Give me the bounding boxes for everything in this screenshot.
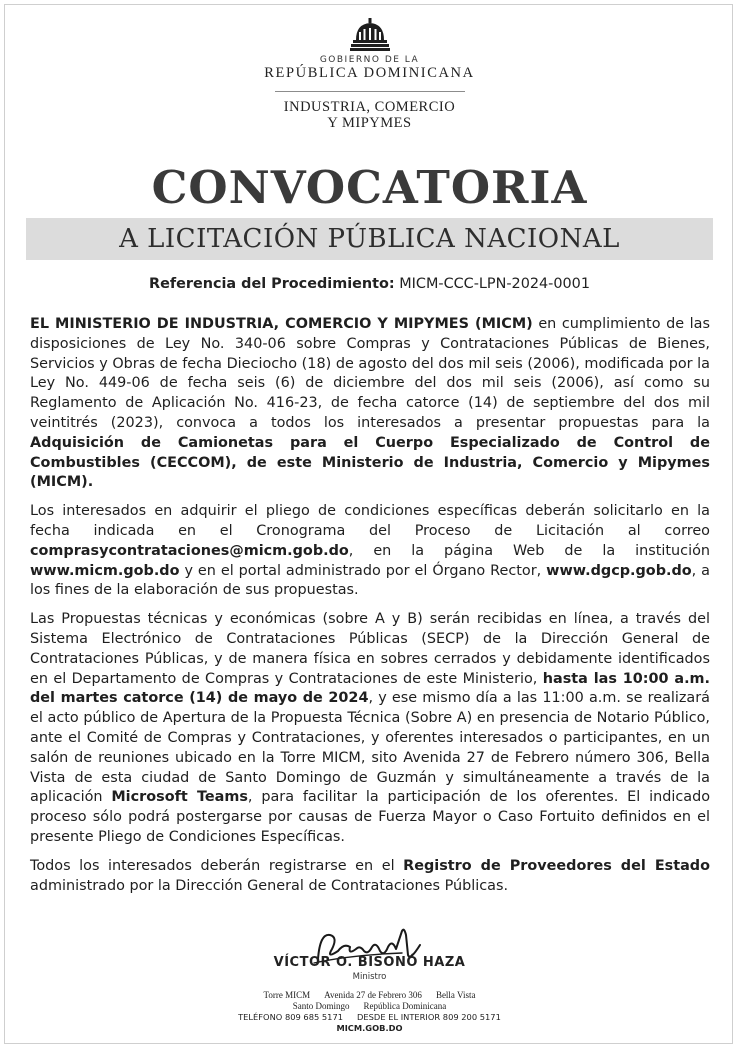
footer-phone-interior: DESDE EL INTERIOR 809 200 5171 xyxy=(357,1012,501,1022)
footer-website[interactable]: MICM.GOB.DO xyxy=(336,1023,403,1033)
paragraph3-text-2: , y ese mismo día a las 11:00 a.m. se realizará el acto público de Apertura de la Propuesta Técnica (Sobre A) en presencia de Notario Público, ante el Comité de Compras y Contrataciones, y oferentes interesados o participantes, en un salón de reuniones ubicado en la Torre MICM, sito Avenida 27 de Febrero número 306, Bella Vista de esta ciudad de Santo Domingo de Guzmán y simultáneamente a través de la aplicación xyxy=(30,690,710,806)
paragraph2-text-2: , en la página Web de la institución xyxy=(348,542,710,559)
page-title: CONVOCATORIA xyxy=(151,161,588,214)
page-subtitle: A LICITACIÓN PÚBLICA NACIONAL xyxy=(119,224,620,254)
paragraph2-text-1: Los interesados en adquirir el pliego de condiciones específicas deberán solicitarlo en la fecha indicada en el Cronograma del Proceso de Licitación al correo xyxy=(30,503,710,539)
paragraph-convocation xyxy=(30,315,710,493)
footer-city: Santo Domingo xyxy=(292,1001,350,1011)
contact-email: comprasycontrataciones@micm.gob.do xyxy=(30,542,349,559)
footer-avenue: Avenida 27 de Febrero 306 xyxy=(324,990,422,1000)
footer-building: Torre MICM xyxy=(263,990,311,1000)
paragraph2-text-4: , a los fines de la elaboración de sus propuestas. xyxy=(30,562,710,599)
paragraph3-text-3: , para facilitar la participación de los oferentes. El indicado proceso sólo podrá postergarse por causas de Fuerza Mayor o Caso Fortuito definidos en el presente Pliego de Condiciones Específicas. xyxy=(30,789,711,845)
paragraph-registry xyxy=(30,857,710,897)
footer-country: República Dominicana xyxy=(363,1001,447,1011)
country-label: REPÚBLICA DOMINICANA xyxy=(264,65,475,81)
website-micm: www.micm.gob.do xyxy=(30,562,180,579)
paragraph4-text-2: administrado por la Dirección General de Contrataciones Públicas. xyxy=(30,877,509,894)
footer xyxy=(0,990,739,1034)
footer-city-line xyxy=(0,1001,739,1012)
reference-value: MICM-CCC-LPN-2024-0001 xyxy=(399,276,590,292)
paragraph-proposals xyxy=(30,610,710,848)
ministry-name: EL MINISTERIO DE INDUSTRIA, COMERCIO Y MIPYMES (MICM) xyxy=(30,316,533,332)
paragraph3-text-1: Las Propuestas técnicas y económicas (sobre A y B) serán recibidas en línea, a través del Sistema Electrónico de Contrataciones Públicas (SECP) de la Dirección General de Contrataciones Públicas, y de manera física en sobres cerrados y debidamente identificados en el Departamento de Compras y Contrataciones de este Ministerio, xyxy=(30,611,710,687)
signature-block xyxy=(0,925,739,982)
document-body xyxy=(30,315,710,905)
subtitle-band xyxy=(26,218,713,260)
government-label: GOBIERNO DE LA xyxy=(319,55,420,65)
footer-sector: Bella Vista xyxy=(435,990,476,1000)
website-dgcp: www.dgcp.gob.do xyxy=(546,562,692,579)
header-divider xyxy=(275,91,465,92)
signer-role: Ministro xyxy=(352,972,387,982)
supplier-registry: Registro de Proveedores del Estado xyxy=(403,857,710,874)
paragraph2-text-3: y en el portal administrado por el Órgano Rector, xyxy=(179,562,547,579)
header xyxy=(0,18,739,131)
acquisition-subject: Adquisición de Camionetas para el Cuerpo Especializado de Control de Combustibles (CECCOM), de este Ministerio de Industria, Comercio y Mipymes (MICM). xyxy=(30,434,710,491)
footer-phone-line xyxy=(0,1012,739,1023)
footer-phone: TELÉFONO 809 685 5171 xyxy=(238,1012,344,1022)
government-dome-logo-icon xyxy=(350,18,390,52)
reference-label: Referencia del Procedimiento: xyxy=(149,276,395,292)
paragraph-documents xyxy=(30,502,710,601)
procedure-reference xyxy=(0,276,739,292)
paragraph4-text-1: Todos los interesados deberán registrarse en el xyxy=(30,857,404,874)
footer-address-line xyxy=(0,990,739,1001)
paragraph1-text: en cumplimiento de las disposiciones de Ley No. 340-06 sobre Compras y Contrataciones Públicas de Bienes, Servicios y Obras de fecha Dieciocho (18) de agosto del dos mil seis (2006), modificada por la Ley No. 449-06 de fecha seis (6) de diciembre del dos mil seis (2006), así como su Reglamento de Aplicación No. 416-23, de fecha catorce (14) de septiembre del dos mil veintitrés (2023), convoca a todos los interesados a presentar propuestas para la xyxy=(30,316,710,431)
signer-name: VÍCTOR O. BISONÓ HAZA xyxy=(273,955,466,970)
teams-app: Microsoft Teams xyxy=(111,789,248,806)
ministry-line-1: INDUSTRIA, COMERCIO xyxy=(283,99,456,115)
ministry-line-2: Y MIPYMES xyxy=(327,115,412,131)
deadline: hasta las 10:00 a.m. del martes catorce (14) de mayo de 2024 xyxy=(30,670,711,707)
